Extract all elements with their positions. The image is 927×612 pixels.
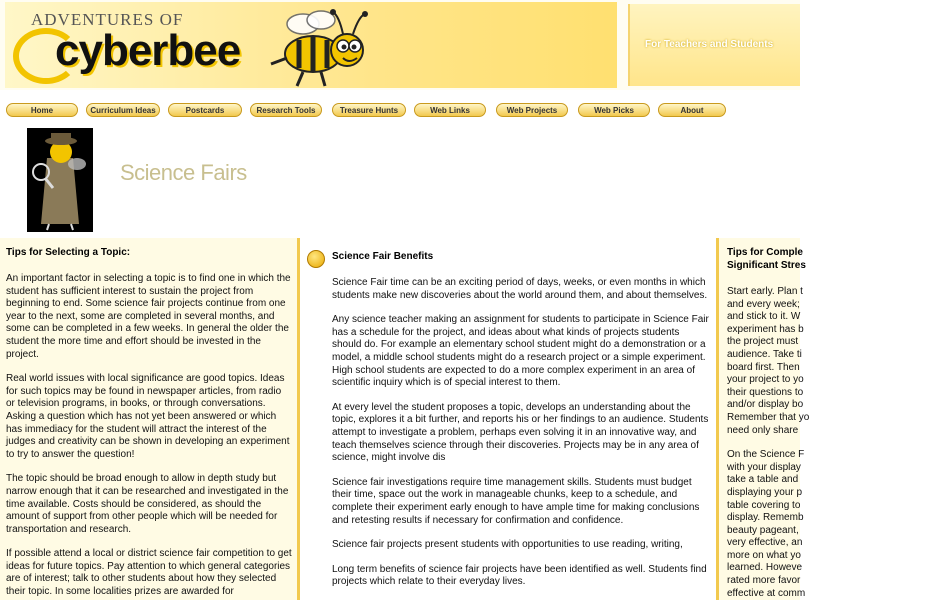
text-line: experiment has b	[727, 323, 804, 335]
topic-tips-column	[0, 238, 300, 600]
page-title: Science Fairs	[120, 160, 247, 185]
nav-postcards[interactable]: Postcards	[168, 103, 242, 117]
text-line: audience. Take ti	[727, 348, 802, 360]
heading-line: Significant Stres	[727, 260, 806, 271]
text-line: displaying your p	[727, 486, 803, 498]
text-line: board first. Then	[727, 361, 800, 373]
completion-tips-heading	[727, 246, 927, 272]
paragraph: Real world issues with local significance are good topics. Ideas for such topics may be found in newspaper articles, from radio or television programs, in books, or through conversations. Asking a question which has not yet been answered or which has immediacy for the student will attract the interest of the judges and creativity can be shown in developing an experiment to try to answer the question!	[6, 373, 290, 460]
text-line: take a table and	[727, 474, 799, 486]
text-line: learned. Howeve	[727, 562, 803, 574]
header-banner	[0, 0, 800, 90]
paragraph	[727, 286, 927, 437]
text-line: Start early. Plan t	[727, 286, 803, 297]
paragraph: Any science teacher making an assignment for students to participate in Science Fair has a schedule for the project, and ideas about what kinds of projects students should do. For example an elementary school student might do a demonstration or a model, a middle school students might do a research project or a simple experiment. High school students are expected to do a more complex experiment in an area of scientific inquiry which is of special interest to them.	[332, 314, 709, 389]
text-line: and stick to it. W	[727, 311, 801, 323]
paragraph	[727, 449, 927, 600]
paragraph: Science Fair time can be an exciting period of days, weeks, or even months in which students make new discoveries about the world around them, and about themselves.	[332, 277, 708, 301]
banner-logo-area[interactable]	[5, 2, 617, 88]
paragraph: An important factor in selecting a topic is to find one in which the student has sufficient interest to sustain the project from beginning to end. Some science fair projects continue from one year to the next, some are completed in several months, and some can be completed in a few weeks. In general the older the student the more time and effort should be invested in the project.	[6, 273, 291, 360]
nav-curriculum-ideas[interactable]: Curriculum Ideas	[86, 103, 160, 117]
nav-home[interactable]: Home	[6, 103, 78, 117]
paragraph: At every level the student proposes a topic, develops an understanding about the topic, explores it a bit further, and reports his or her findings to an audience. Students attempt to investigate a problem, perhaps even solving it in an innovative way, and teach themselves science through their discoveries. Projects may be in any area of science, might involve dis	[332, 401, 709, 464]
paragraph: Science fair investigations require time management skills. Students must budget their time, space out the work in manageable chunks, keep to a schedule, and complete their experiment early enough to have ample time for making conclusions and retesting results if necessary for confirmation and confidence.	[332, 476, 700, 526]
topic-tips-heading: Tips for Selecting a Topic:	[6, 247, 131, 258]
text-line: and/or display bo	[727, 399, 804, 411]
nav-web-picks[interactable]: Web Picks	[578, 103, 650, 117]
nav-treasure-hunts[interactable]: Treasure Hunts	[332, 103, 406, 117]
detective-bee-icon	[27, 128, 93, 232]
text-line: need only share	[727, 424, 799, 436]
text-line: rated more favor	[727, 575, 801, 587]
brand-logo: cyberbee	[55, 26, 241, 75]
paragraph: If possible attend a local or district science fair competition to get ideas for future topics. Pay attention to which general categories are of interest; talk to other students about how they selected their topic. In some localities prizes are awarded for	[6, 548, 292, 598]
text-line: effective at comm	[727, 587, 806, 599]
text-line: with your display	[727, 461, 801, 473]
text-line: your project to yo	[727, 374, 804, 386]
completion-tips-column	[716, 238, 810, 600]
paragraph: Long term benefits of science fair projects have been identified as well. Students find projects which relate to their everyday lives.	[332, 563, 707, 588]
text-line: and every week;	[727, 298, 800, 310]
benefits-heading: Science Fair Benefits	[332, 251, 434, 262]
tagline: For Teachers and Students	[645, 39, 774, 50]
paragraph: Science fair projects present students with opportunities to use reading, writing,	[332, 539, 683, 551]
nav-web-links[interactable]: Web Links	[414, 103, 486, 117]
text-line: beauty pageant,	[727, 524, 799, 536]
nav-research-tools[interactable]: Research Tools	[250, 103, 322, 117]
text-line: Remember that yo	[727, 411, 810, 423]
heading-line: Tips for Comple	[727, 247, 803, 258]
text-line: the project must	[727, 336, 799, 348]
text-line: their questions to	[727, 386, 804, 398]
nav-about[interactable]: About	[658, 103, 726, 117]
bee-mascot-icon	[263, 2, 375, 90]
paragraph: The topic should be broad enough to allow in depth study but narrow enough that it can be researched and investigated in the time available. Costs should be considered, as should the amount of support from other people which will be needed for transportation and research.	[6, 473, 289, 535]
text-line: very effective, an	[727, 537, 803, 549]
benefits-column	[300, 238, 716, 600]
honeypot-icon	[307, 250, 325, 268]
text-line: On the Science F	[727, 449, 805, 461]
adventures-of-label: ADVENTURES OF	[31, 10, 184, 29]
nav-web-projects[interactable]: Web Projects	[496, 103, 568, 117]
text-line: more on what yo	[727, 549, 801, 561]
text-line: table covering to	[727, 499, 801, 511]
text-line: display. Rememb	[727, 512, 804, 524]
